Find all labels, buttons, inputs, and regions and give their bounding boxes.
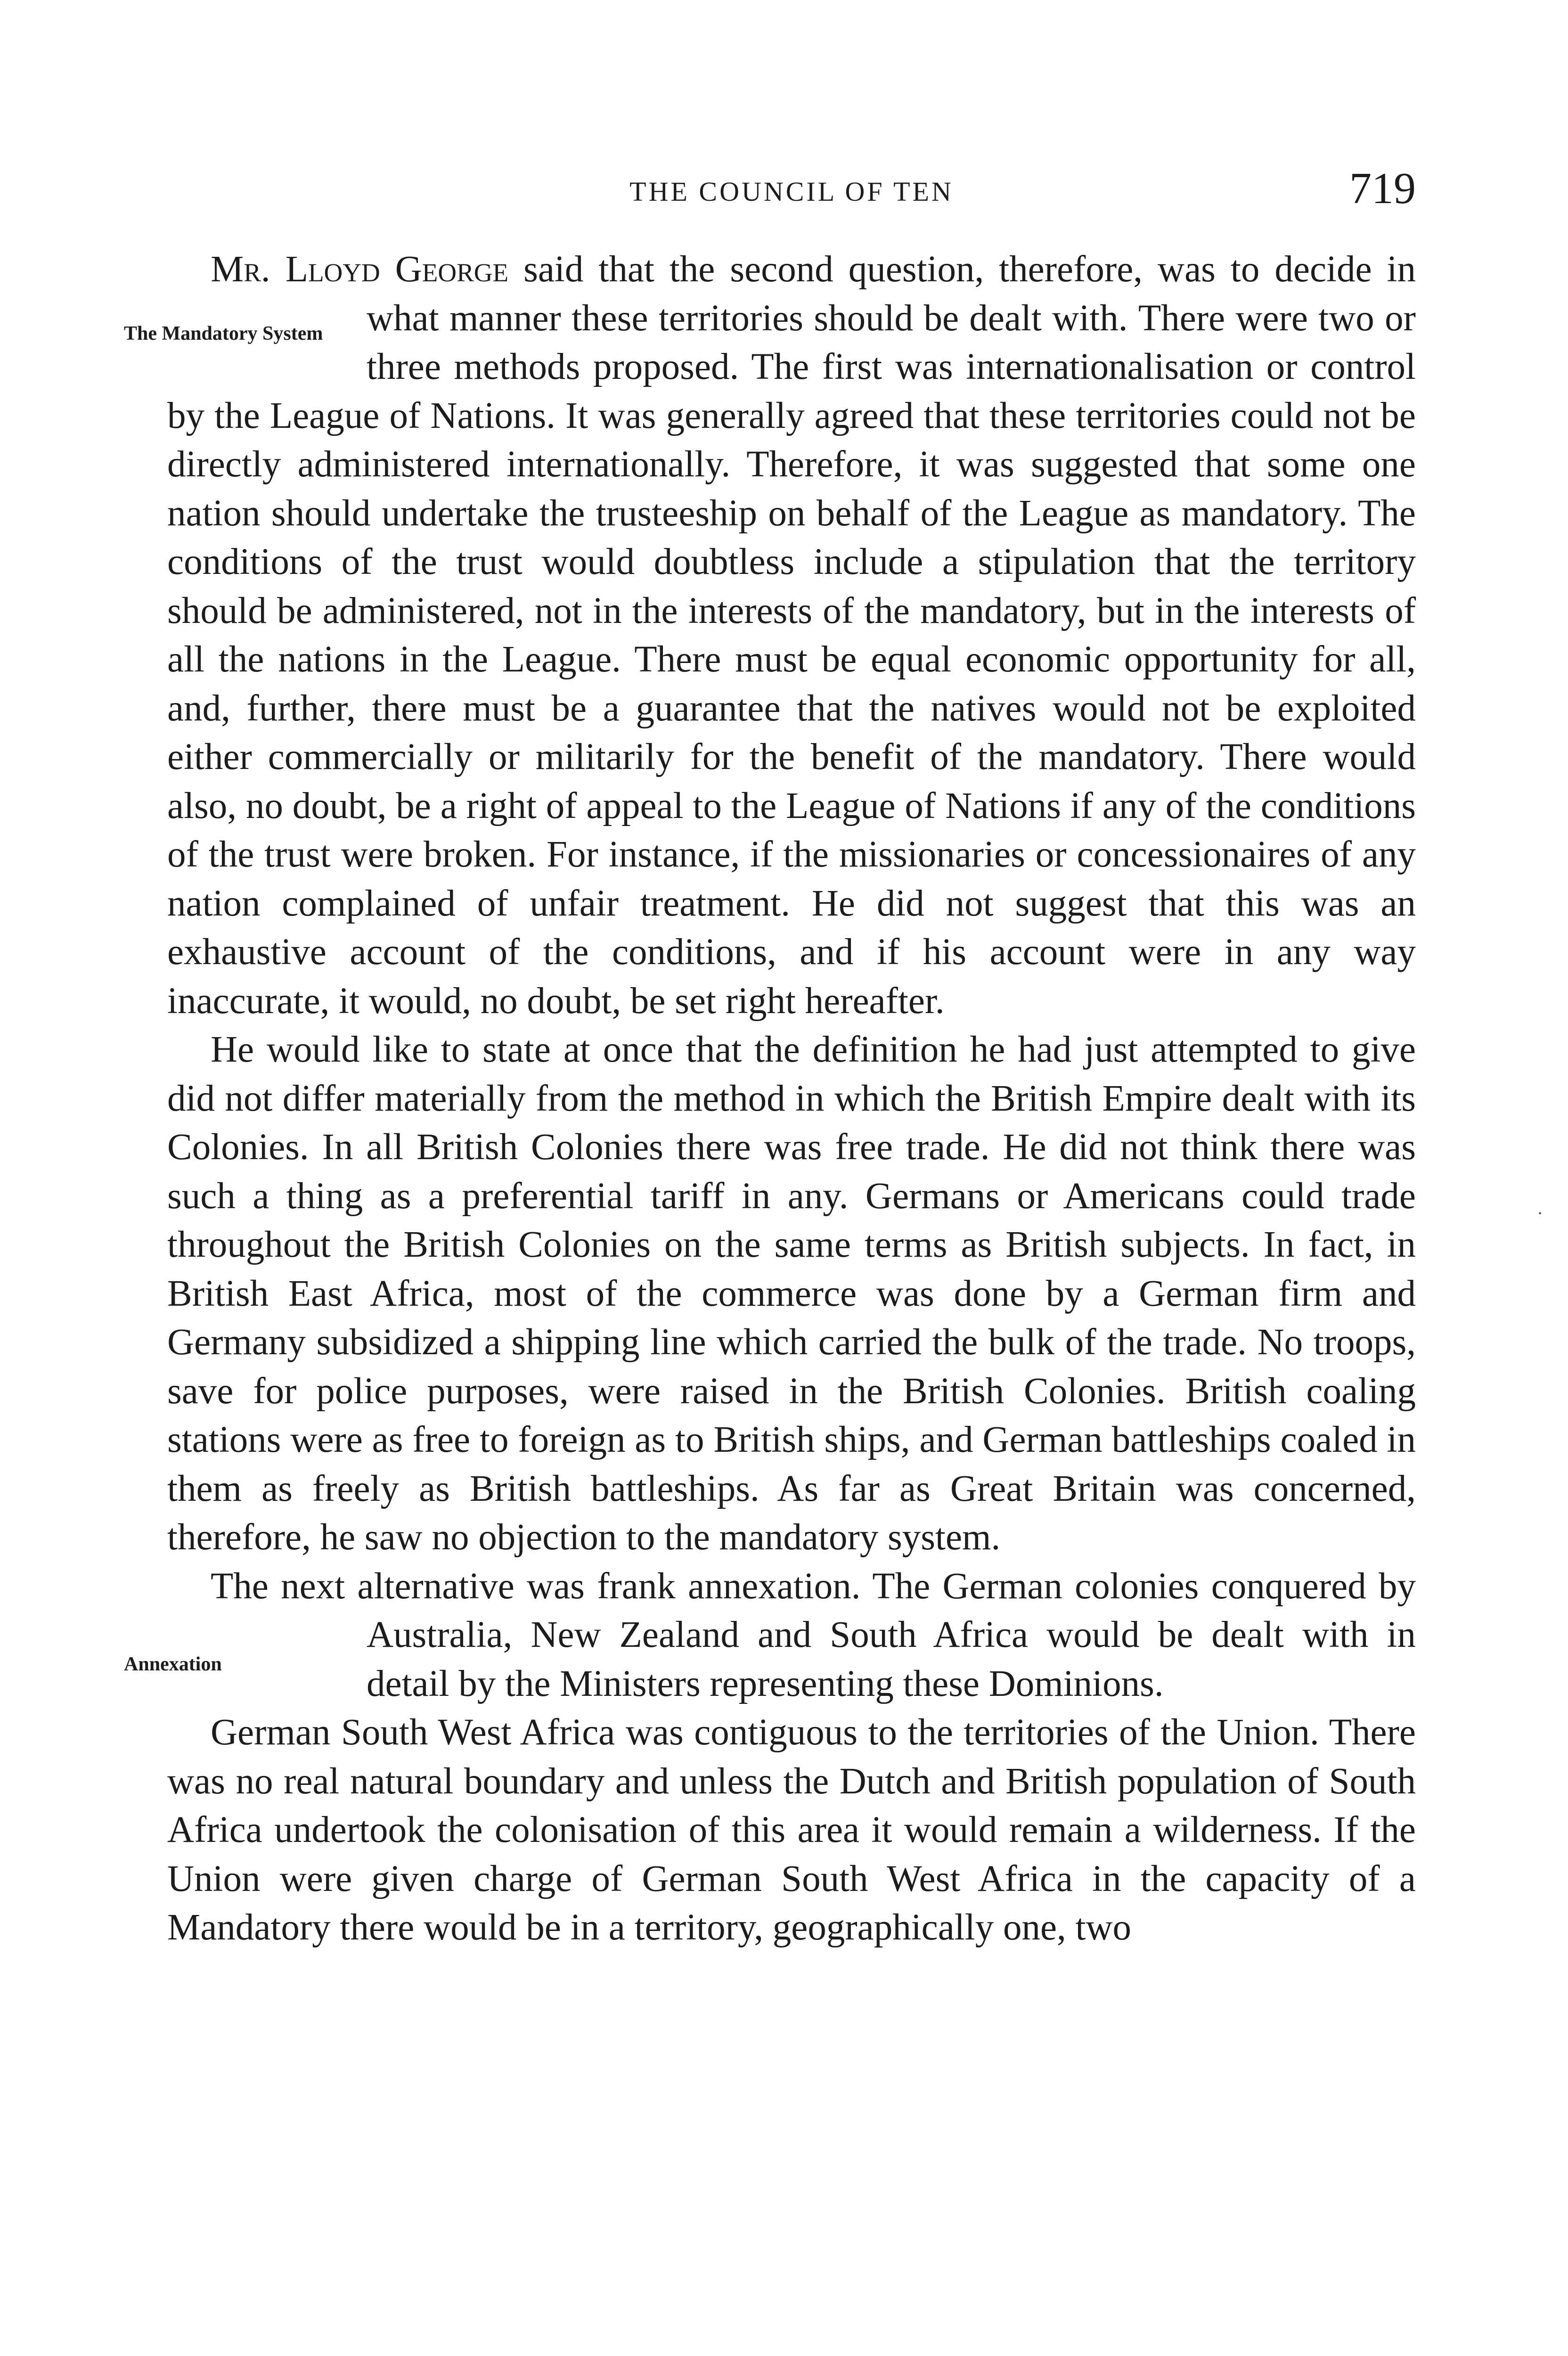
paragraph-2: He would like to state at once that the definition he had just attempted to give did not differ materially from the method in which the British Empire dealt with its Colonies. In all British Colonies there was free trade. He did not think there was such a thing as a preferential tariff in any. Germans or Americans could trade throughout the British Colonies on the same terms as British subjects. In fact, in British East Africa, most of the commerce was done by a German firm and Germany subsidized a shipping line which carried the bulk of the trade. No troops, save for police purposes, were raised in the British Colonies. British coaling stations were as free to foreign as to British ships, and German battleships coaled in them as freely as British battleships. As far as Great Britain was concerned, therefore, he saw no objection to the mandatory system. [167, 1029, 1416, 1558]
paragraph-3-text-b: be dealt with in detail by the Ministers representing these Dominions. [367, 1614, 1416, 1704]
body-text [124, 245, 1416, 1952]
paragraph-3-text-a: The next alternative was frank annexation. The German colonies conquered by Australia, New Zealand and South Africa would [211, 1565, 1416, 1655]
sidenote-annexation: Annexation [124, 1653, 222, 1675]
paragraph-1 [124, 245, 1416, 1025]
running-title: THE COUNCIL OF TEN [629, 176, 954, 207]
running-header [167, 163, 1416, 214]
paragraph-1-text-a: said that the second question, therefore, was to decide in what manner these territories should be dealt with. [367, 249, 1416, 339]
paragraph-4: German South West Africa was contiguous to the territories of the Union. There was no real natural boundary and unless the Dutch and British population of South Africa undertook the colonisation of this area it would remain a wilderness. If the Union were given charge of German South West Africa in the capacity of a Mandatory there would be in a territory, geographically one, two [167, 1712, 1416, 1948]
speaker-name: Mr. Lloyd George [211, 249, 509, 290]
scan-speck: · [1537, 1203, 1544, 1224]
paragraph-1-text-b: There were two or three methods proposed. The first was internationalisation or control by the League of Nations. It was generally agreed that these territories could not be directly administered internationally. Therefore, it was suggested that some one nation should undertake the trusteeship on behalf of the League as mandatory. The conditions of the trust would doubtless include a stipulation that the territory should be administered, not in the interests of the mandatory, but in the interests of all the nations in the League. There must be equal economic opportunity for all, and, further, there must be a guarantee that the natives would not be exploited either commercially or militarily for the benefit of the mandatory. There would also, no doubt, be a right of appeal to the League of Nations if any of the conditions of the trust were broken. For instance, if the missionaries or concessionaires of any nation complained of unfair treatment. He did not suggest that this was an exhaustive account of the conditions, and if his account were in any way inaccurate, it would, no doubt, be set right hereafter. [167, 297, 1416, 1022]
page-number: 719 [1349, 164, 1416, 213]
paragraph-3 [124, 1562, 1416, 1709]
sidenote-mandatory-system: The Mandatory System [124, 322, 323, 344]
